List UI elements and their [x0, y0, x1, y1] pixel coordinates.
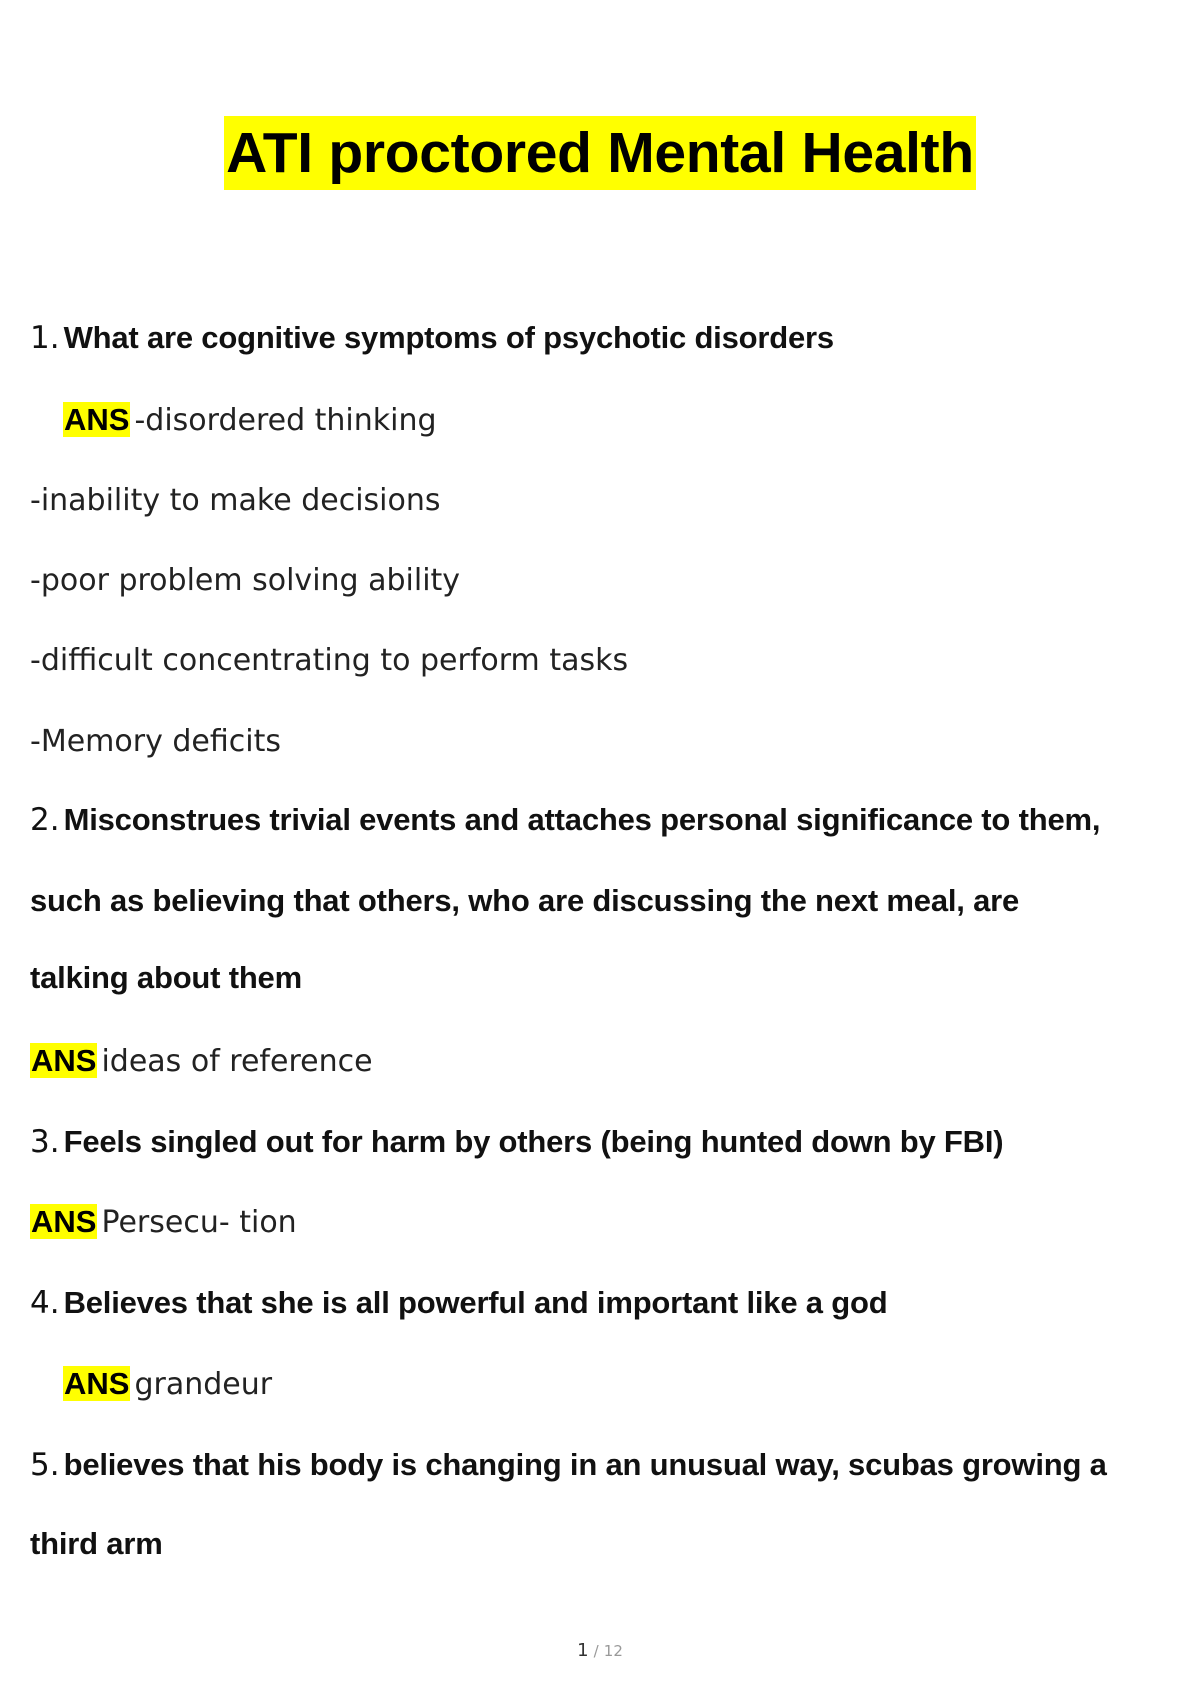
- ans-highlight-label: ANS: [31, 1204, 97, 1239]
- question-number: 2.: [30, 802, 60, 838]
- question-2-line-3: [30, 958, 302, 998]
- title-row: [0, 116, 1200, 190]
- answer-1: [63, 400, 437, 440]
- question-number: 1.: [30, 320, 60, 356]
- answer-4: [63, 1364, 272, 1404]
- page-separator: /: [593, 1642, 599, 1660]
- question-3: [30, 1122, 1003, 1162]
- answer-1-line-3: [30, 561, 460, 601]
- answer-1-line-5: [30, 722, 281, 762]
- current-page-number: 1: [577, 1640, 589, 1661]
- answer-text: -Memory deficits: [30, 724, 281, 759]
- page-title: ATI proctored Mental Health: [224, 116, 976, 190]
- ans-highlight-label: ANS: [64, 402, 130, 437]
- question-text: Misconstrues trivial events and attaches personal significance to them,: [63, 802, 1101, 837]
- answer-1-line-2: [30, 481, 441, 521]
- answer-3: [30, 1202, 297, 1242]
- question-text: believes that his body is changing in an unusual way, scubas growing a: [63, 1447, 1107, 1482]
- answer-1-line-4: [30, 641, 628, 681]
- question-text: Feels singled out for harm by others (being hunted down by FBI): [63, 1124, 1004, 1159]
- answer-text: -disordered thinking: [134, 403, 437, 438]
- question-text: talking about them: [30, 960, 302, 995]
- page-indicator: [0, 1640, 1200, 1661]
- question-1: [30, 318, 834, 358]
- answer-text: -inability to make decisions: [30, 483, 441, 518]
- question-text: What are cognitive symptoms of psychotic disorders: [63, 320, 834, 355]
- question-2-line-2: [30, 881, 1019, 921]
- question-2: [30, 800, 1100, 840]
- ans-highlight-label: ANS: [31, 1043, 97, 1078]
- answer-text: Persecu- tion: [101, 1205, 297, 1240]
- question-text: third arm: [30, 1526, 163, 1561]
- answer-2: [30, 1041, 373, 1081]
- ans-highlight-label: ANS: [64, 1366, 130, 1401]
- total-pages: 12: [603, 1642, 623, 1660]
- question-5-line-2: [30, 1524, 163, 1564]
- answer-text: -poor problem solving ability: [30, 563, 461, 598]
- question-number: 3.: [30, 1124, 60, 1160]
- question-5: [30, 1445, 1107, 1485]
- question-number: 5.: [30, 1447, 60, 1483]
- answer-text: ideas of reference: [101, 1044, 373, 1079]
- question-text: Believes that she is all powerful and important like a god: [63, 1285, 888, 1320]
- question-4: [30, 1283, 887, 1323]
- answer-text: grandeur: [134, 1367, 273, 1402]
- answer-text: -difficult concentrating to perform tasks: [30, 643, 629, 678]
- question-text: such as believing that others, who are discussing the next meal, are: [30, 883, 1020, 918]
- question-number: 4.: [30, 1285, 60, 1321]
